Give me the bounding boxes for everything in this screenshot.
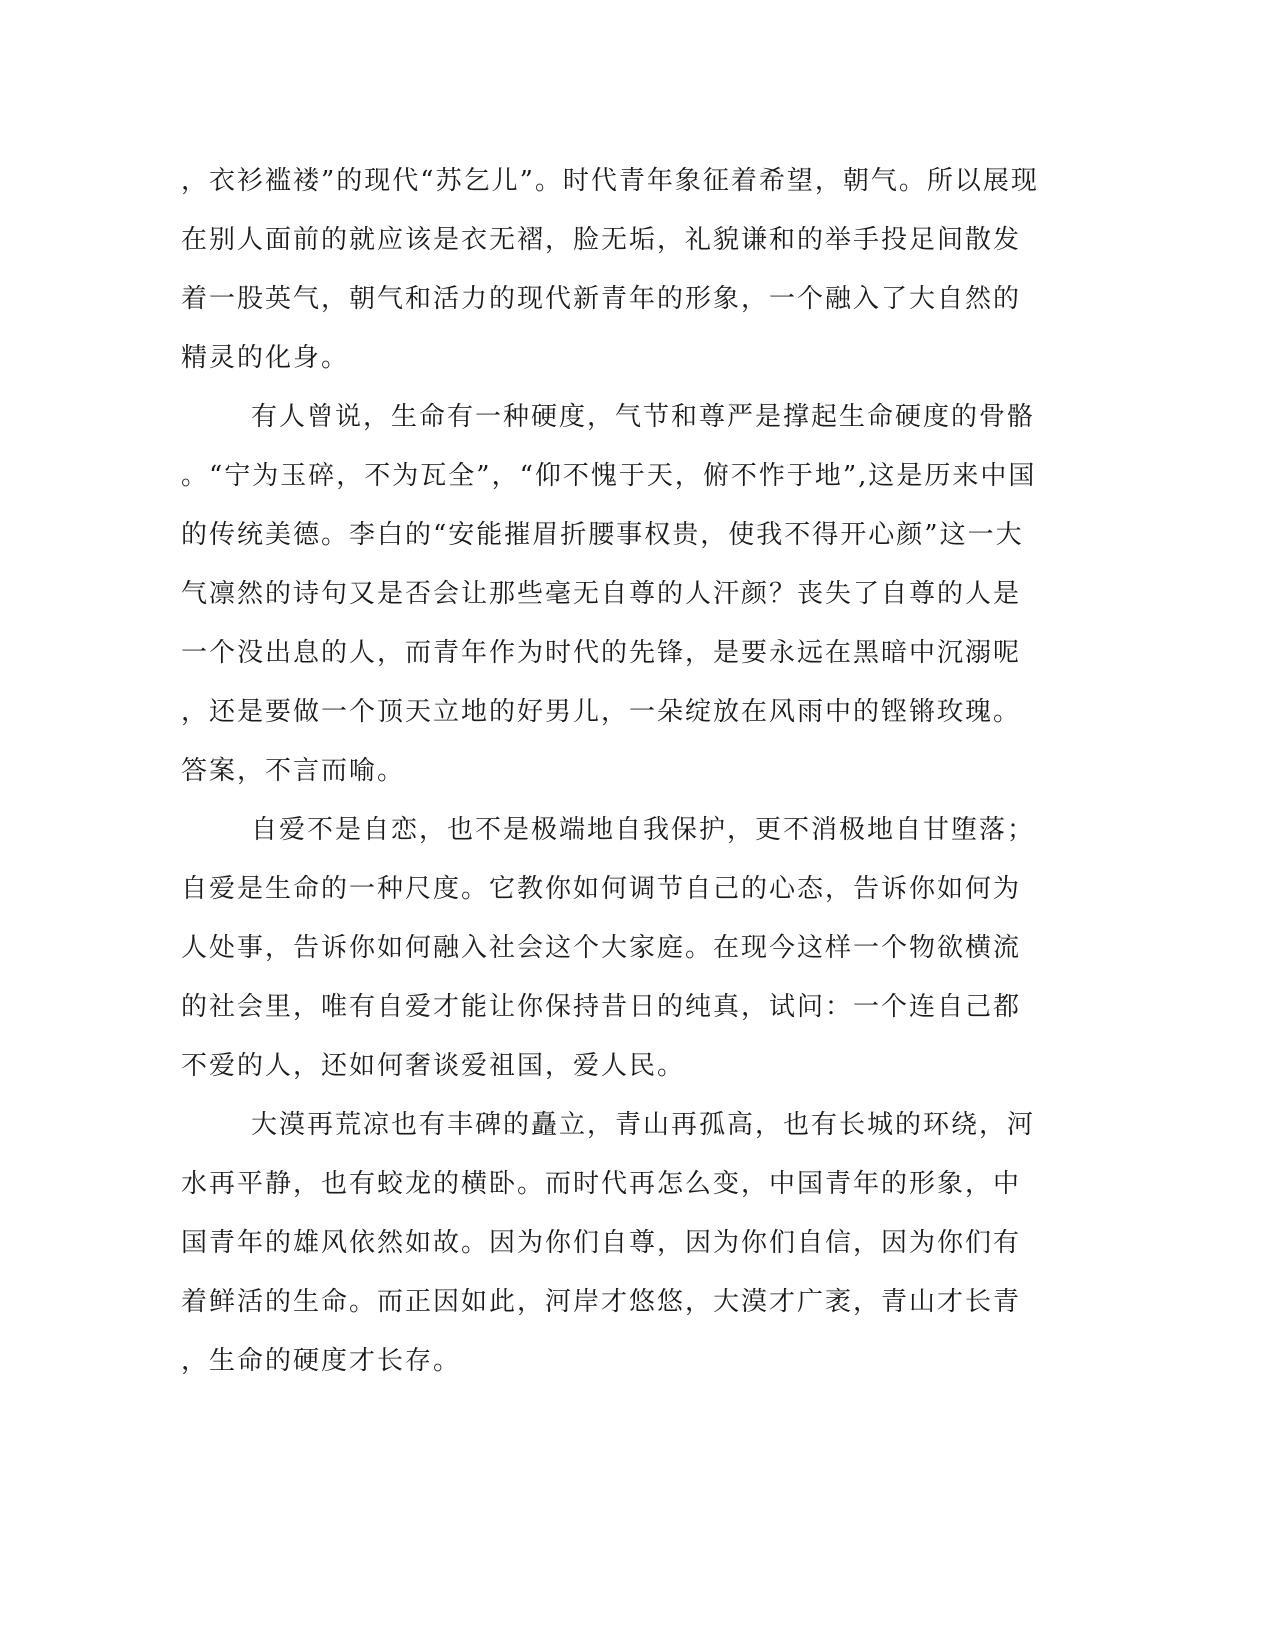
text-line: 着一股英气，朝气和活力的现代新青年的形象，一个融入了大自然的 <box>181 284 1022 314</box>
text-line: 。“宁为玉碎，不为瓦全”，“仰不愧于天，俯不怍于地”,这是历来中国 <box>181 461 1037 491</box>
text-line: 精灵的化身。 <box>181 343 350 373</box>
text-line: 的社会里，唯有自爱才能让你保持昔日的纯真，试问：一个连自己都 <box>181 992 1022 1022</box>
essay-body <box>181 152 1041 1391</box>
text-line: ，生命的硬度才长存。 <box>181 1346 462 1376</box>
text-line: ，衣衫褴褛”的现代“苏乞儿”。时代青年象征着希望，朝气。所以展现 <box>181 166 1039 196</box>
text-line: 人处事，告诉你如何融入社会这个大家庭。在现今这样一个物欲横流 <box>181 933 1022 963</box>
text-line: 在别人面前的就应该是衣无褶，脸无垢，礼貌谦和的举手投足间散发 <box>181 225 1022 255</box>
text-line: 水再平静，也有蛟龙的横卧。而时代再怎么变，中国青年的形象，中 <box>181 1169 1022 1199</box>
text-line: 不爱的人，还如何奢谈爱祖国，爱人民。 <box>181 1051 686 1081</box>
paragraph-first-line: 大漠再荒凉也有丰碑的矗立，青山再孤高，也有长城的环绕，河 <box>251 1110 1036 1140</box>
text-line: 自爱是生命的一种尺度。它教你如何调节自己的心态，告诉你如何为 <box>181 874 1022 904</box>
text-line: 气凛然的诗句又是否会让那些毫无自尊的人汗颜？丧失了自尊的人是 <box>181 579 1022 609</box>
text-line: 一个没出息的人，而青年作为时代的先锋，是要永远在黑暗中沉溺呢 <box>181 638 1022 668</box>
paragraph-first-line: 自爱不是自恋，也不是极端地自我保护，更不消极地自甘堕落； <box>251 815 1036 845</box>
text-line: 答案，不言而喻。 <box>181 756 406 786</box>
paragraph-first-line: 有人曾说，生命有一种硬度，气节和尊严是撑起生命硬度的骨骼 <box>251 402 1036 432</box>
text-line: 国青年的雄风依然如故。因为你们自尊，因为你们自信，因为你们有 <box>181 1228 1022 1258</box>
text-line: 的传统美德。李白的“安能摧眉折腰事权贵，使我不得开心颜”这一大 <box>181 520 1024 550</box>
text-line: 着鲜活的生命。而正因如此，河岸才悠悠，大漠才广袤，青山才长青 <box>181 1287 1022 1317</box>
text-line: ，还是要做一个顶天立地的好男儿，一朵绽放在风雨中的铿锵玫瑰。 <box>181 697 1022 727</box>
